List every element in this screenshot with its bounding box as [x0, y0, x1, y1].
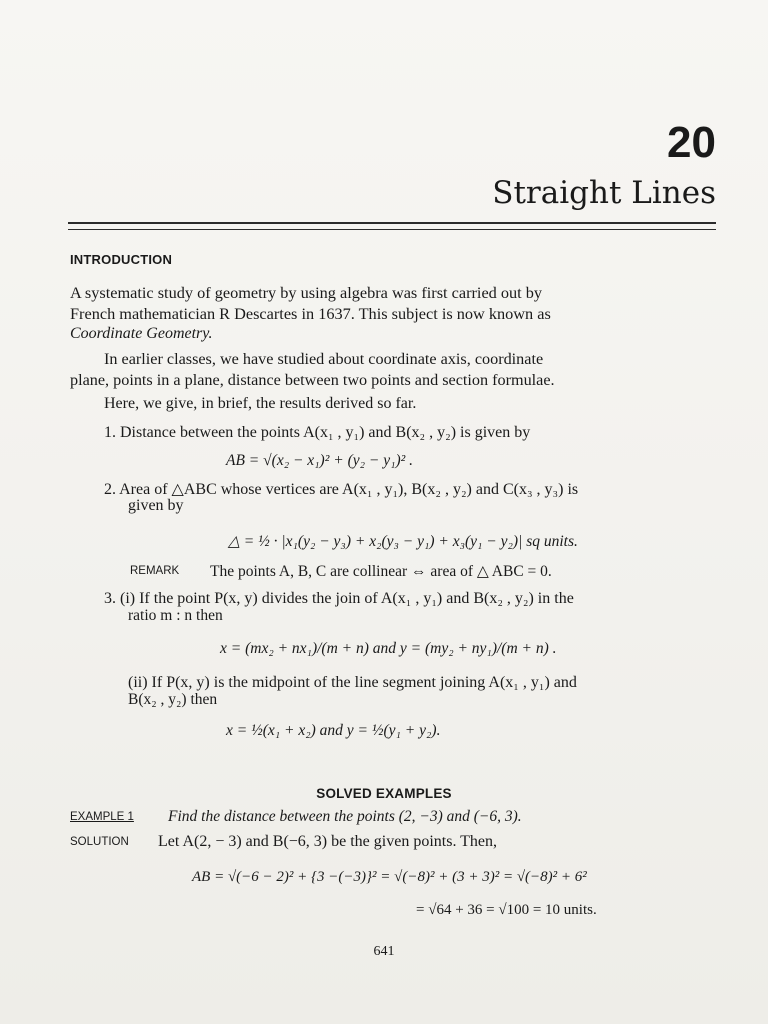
intro-line-3: Coordinate Geometry. — [70, 325, 213, 342]
solution-equation-2: = √64 + 36 = √100 = 10 units. — [416, 902, 597, 918]
intro-para2-line-2: plane, points in a plane, distance between two points and section formulae. — [70, 371, 555, 389]
result-2-text-line-2: given by — [128, 497, 184, 514]
example-text: Find the distance between the points (2, −3) and (−6, 3). — [168, 808, 522, 825]
remark-label: REMARK — [130, 565, 180, 577]
solved-examples-heading: SOLVED EXAMPLES — [316, 786, 452, 801]
remark-text: The points A, B, C are collinear ⇔ area of △ ABC = 0. — [210, 563, 552, 580]
intro-para2-line-1: In earlier classes, we have studied about coordinate axis, coordinate — [104, 350, 544, 368]
example-label: EXAMPLE 1 — [70, 811, 134, 823]
title-rule-thick — [68, 222, 716, 224]
title-rule-thin — [68, 229, 716, 230]
result-3-text-line-2: ratio m : n then — [128, 607, 223, 624]
result-3ii-text-line-2: B(x₂ , y₂) then — [128, 691, 218, 708]
result-2-equation: △ = ½ · |x₁(y₂ − y₃) + x₂(y₃ − y₁) + x₃(y₁ − y₂)| sq units. — [228, 533, 578, 550]
intro-line-2: French mathematician R Descartes in 1637. This subject is now known as — [70, 304, 551, 323]
solution-label: SOLUTION — [70, 836, 129, 848]
intro-para3: Here, we give, in brief, the results derived so far. — [104, 395, 417, 412]
result-3ii-text-line-1: (ii) If P(x, y) is the midpoint of the line segment joining A(x₁ , y₁) and — [128, 674, 577, 691]
chapter-number: 20 — [667, 118, 716, 167]
introduction-heading: INTRODUCTION — [70, 252, 173, 267]
solution-equation-1: AB = √(−6 − 2)² + {3 −(−3)}² = √(−8)² + (3 + 3)² = √(−8)² + 6² — [192, 869, 587, 885]
intro-line-1: A systematic study of geometry by using algebra was first carried out by — [70, 283, 543, 302]
result-3-equation: x = (mx₂ + nx₁)/(m + n) and y = (my₂ + ny₁)/(m + n) . — [220, 640, 557, 657]
result-3-text-line-1: 3. (i) If the point P(x, y) divides the join of A(x₁ , y₁) and B(x₂ , y₂) in the — [104, 590, 574, 607]
result-1-text: 1. Distance between the points A(x₁ , y₁) and B(x₂ , y₂) is given by — [104, 424, 531, 441]
chapter-title: Straight Lines — [492, 175, 716, 211]
solution-text: Let A(2, − 3) and B(−6, 3) be the given points. Then, — [158, 833, 498, 850]
result-3ii-equation: x = ½(x₁ + x₂) and y = ½(y₁ + y₂). — [226, 722, 441, 739]
page-number: 641 — [373, 944, 395, 959]
result-2-text-line-1: 2. Area of △ABC whose vertices are A(x₁ , y₁), B(x₂ , y₂) and C(x₃ , y₃) is — [104, 481, 579, 498]
result-1-equation: AB = √(x₂ − x₁)² + (y₂ − y₁)² . — [226, 452, 414, 469]
